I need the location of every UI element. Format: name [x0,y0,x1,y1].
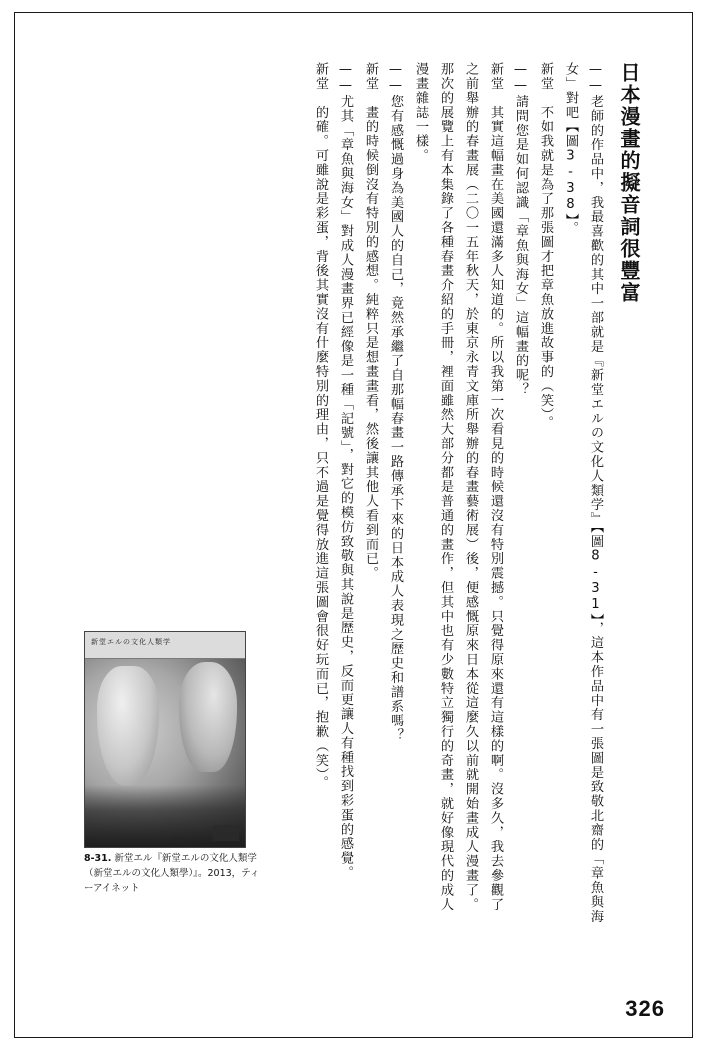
body-column-1: ——老師的作品中，我最喜歡的其中一部就是『新堂エルの文化人類学』【圖8-31】，這本作品中有一張圖是致敬北齋的「章魚與海女」對吧【圖3-38】。 [563,62,603,924]
body-column-6: 新堂 畫的時候倒沒有特別的感想。純粹只是想畫畫看，然後讓其他人看到而已。 [363,62,378,581]
body-column-8: 新堂 的確。可雖說是彩蛋，背後其實沒有什麼特別的理由，只不過是覺得放進這張圖會很好玩而已，抱歉（笑）。 [313,62,328,790]
page-number: 326 [625,996,665,1021]
body-column-3: ——請問您是如何認識「章魚與海女」這幅畫的呢？ [513,62,528,397]
figure-artwork [85,632,245,847]
figure-signature [213,825,239,841]
figure-character-left [97,666,159,786]
figure-caption [84,851,260,896]
figure-caption-text: 新堂エル『新堂エルの文化人類学（新堂エルの文化人類學）』。2013，ティーアイネット [84,853,260,894]
figure-book-cover [84,631,246,848]
body-column-7: ——尤其「章魚與海女」對成人漫畫界已經像是一種「記號」，對它的模仿致敬與其說是歷史，反而更讓人有種找到彩蛋的感覺。 [338,62,353,880]
figure-title-band [85,632,245,659]
page-title: 日本漫畫的擬音詞很豐富 [617,62,641,304]
figure-character-right [179,662,237,772]
body-column-4: 新堂 其實這幅畫在美國還滿多人知道的。所以我第一次看見的時候還沒有特別震撼。只覺得原來還有這樣的啊。沒多久，我去參觀了之前舉辦的春畫展（二〇一五年秋天，於東京永青文庫所舉辦的春畫藝術展）後，便感慨原來日本從這麼久以前就開始畫成人漫畫了。那次的展覽上有本集錄了各種春畫介紹的手冊，裡面雖然大部分都是普通的畫作，但其中也有少數特立獨行的奇畫，就好像現代的成人漫畫雜誌一樣。 [413,62,503,912]
body-column-2: 新堂 不如我就是為了那張圖才把章魚放進故事的（笑）。 [538,62,553,430]
figure-title-text: 新堂エルの文化人類学 [91,638,171,646]
figure-caption-label: 8-31. [84,853,112,864]
body-column-5: ——您有感慨過身為美國人的自己，竟然承繼了自那幅春畫一路傳承下來的日本成人表現之歷史和譜系嗎？ [388,62,403,743]
